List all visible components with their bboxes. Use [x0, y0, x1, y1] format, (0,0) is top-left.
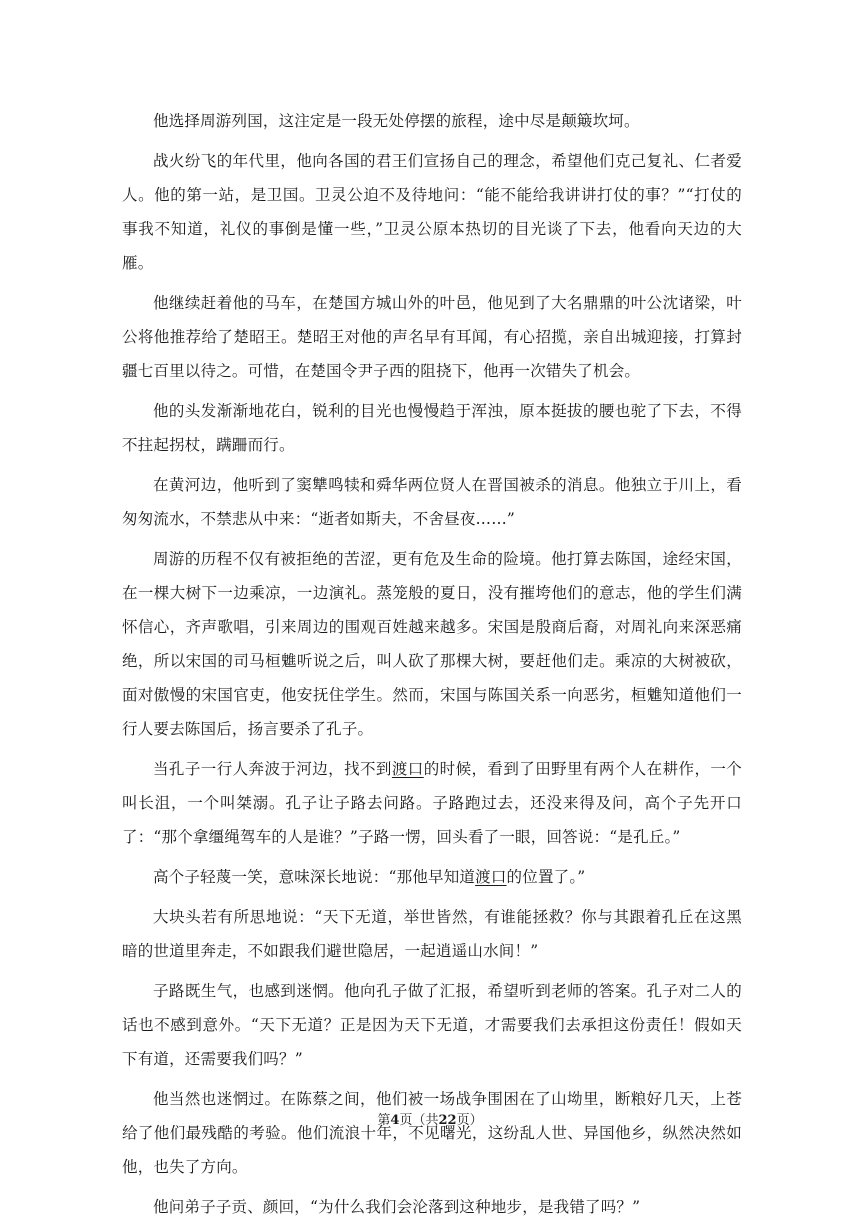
- paragraph: 他当然也迷惘过。在陈蔡之间，他们被一场战争围困在了山坳里，断粮好几天，上苍给了他们最残酷的考验。他们流浪十年，不见曙光，这纷乱人世、异国他乡，纵然决然如他，也失了方向。: [122, 1090, 742, 1176]
- page-number: 4: [390, 1113, 400, 1128]
- paragraph: 战火纷飞的年代里，他向各国的君王们宣扬自己的理念，希望他们克己复礼、仁者爱人。他的第一站，是卫国。卫灵公迫不及待地问：“能不能给我讲讲打仗的事？”“打仗的事我不知道，礼仪的事倒是懂一些，”卫灵公原本热切的目光谈了下去，他看向天边的大雁。: [122, 152, 742, 272]
- paragraph: 周游的历程不仅有被拒绝的苦涩，更有危及生命的险境。他打算去陈国，途经宋国，在一棵大树下一边乘凉，一边演礼。蒸笼般的夏日，没有摧垮他们的意志，他的学生们满怀信心，齐声歌唱，引来周边的围观百姓越来越多。宋国是殷商后裔，对周礼向来深恶痛绝，所以宋国的司马桓魋听说之后，叫人砍了那棵大树，要赶他们走。乘凉的大树被砍，面对傲慢的宋国官吏，他安抚住学生。然而，宋国与陈国关系一向恶劣，桓魋知道他们一行人要去陈国后，扬言要杀了孔子。: [122, 550, 742, 738]
- total-pages: 22: [438, 1113, 457, 1128]
- paragraph: 他问弟子子贡、颜回，“为什么我们会沦落到这种地步，是我错了吗？”: [153, 1198, 641, 1216]
- paragraph: [122, 860, 742, 894]
- underlined-term: 渡口: [475, 868, 507, 886]
- text-run: 的时候，看到了田野里有两个人在耕作，一个叫长沮，一个叫桀溺。孔子让子路去问路。子路跑过去，还没来得及问，高个子先开口了：“那个拿缰绳驾车的人是谁？”子路一愣，回头看了一眼，回答说：“是孔丘。”: [122, 760, 742, 846]
- paragraph: [122, 752, 742, 854]
- text-run: 当孔子一行人奔波于河边，找不到: [153, 760, 392, 778]
- article-body: [122, 104, 742, 1230]
- paragraph: 在黄河边，他听到了窦犨鸣犊和舜华两位贤人在晋国被杀的消息。他独立于川上，看匆匆流水，不禁悲从中来：“逝者如斯夫，不舍昼夜……”: [122, 476, 742, 528]
- underlined-term: 渡口: [391, 760, 424, 778]
- footer-suffix: 页）: [456, 1113, 483, 1128]
- paragraph: 大块头若有所思地说：“天下无道，举世皆然，有谁能拯救？你与其跟着孔丘在这黑暗的世道里奔走，不如跟我们避世隐居，一起逍遥山水间！”: [122, 908, 742, 960]
- paragraph: 子路既生气，也感到迷惘。他向孔子做了汇报，希望听到老师的答案。孔子对二人的话也不感到意外。“天下无道？正是因为天下无道，才需要我们去承担这份责任！假如天下有道，还需要我们吗？”: [122, 982, 742, 1068]
- text-run: 的位置了。”: [506, 868, 586, 886]
- footer-middle: 页（共: [399, 1113, 439, 1128]
- paragraph: 他选择周游列国，这注定是一段无处停摆的旅程，途中尽是颠簸坎坷。: [153, 112, 640, 130]
- footer-prefix: 第: [377, 1113, 391, 1128]
- page-footer: [0, 1112, 860, 1130]
- text-run: 高个子轻蔑一笑，意味深长地说：“那他早知道: [153, 868, 476, 886]
- paragraph: 他的头发渐渐地花白，锐利的目光也慢慢趋于浑浊，原本挺拔的腰也驼了下去，不得不拄起拐杖，蹒跚而行。: [122, 402, 742, 454]
- paragraph: 他继续赶着他的马车，在楚国方城山外的叶邑，他见到了大名鼎鼎的叶公沈诸梁，叶公将他推荐给了楚昭王。楚昭王对他的声名早有耳闻，有心招揽，亲自出城迎接，打算封疆七百里以待之。可惜，在楚国令尹子西的阻挠下，他再一次错失了机会。: [122, 294, 742, 380]
